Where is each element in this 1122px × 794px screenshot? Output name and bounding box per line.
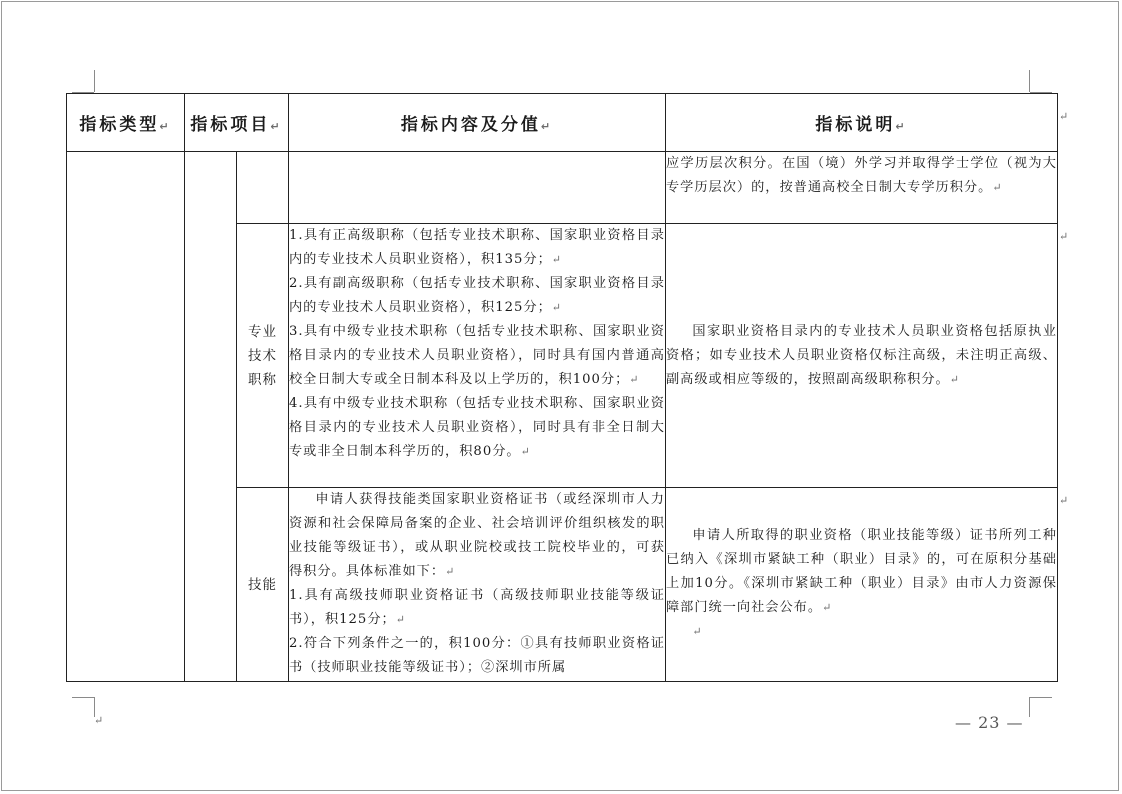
list-item: 1.具有正高级职称（包括专业技术职称、国家职业资格目录内的专业技术人员职业资格），积135分；↵ xyxy=(289,228,665,267)
crop-mark-bottom-right-h xyxy=(1030,697,1052,698)
content-cell xyxy=(289,488,666,682)
crop-mark-bottom-right xyxy=(1029,697,1030,717)
list-item: 1.具有高级技师职业资格证书（高级技师职业技能等级证书），积125分；↵ xyxy=(289,588,665,627)
header-indicator-type: 指标类型↵ xyxy=(67,94,185,152)
content-cell-empty xyxy=(289,152,666,224)
subcategory-professional-title: 专业技术职称 xyxy=(237,224,289,488)
header-indicator-content: 指标内容及分值↵ xyxy=(289,94,666,152)
header-indicator-item: 指标项目↵ xyxy=(185,94,289,152)
description-cell: 国家职业资格目录内的专业技术人员职业资格包括原执业资格；如专业技术人员职业资格仅标注高级，未注明正高级、副高级或相应等级的，按照副高级职称积分。↵ xyxy=(666,224,1058,488)
list-item: 3.具有中级专业技术职称（包括专业技术职称、国家职业资格目录内的专业技术人员职业资格），同时具有国内普通高校全日制大专或全日制本科及以上学历的，积100分；↵ xyxy=(289,324,665,387)
list-item: 2.符合下列条件之一的，积100分：①具有技师职业资格证书（技师职业技能等级证书）；②深圳市所属 xyxy=(289,636,665,675)
description-cell: 申请人所取得的职业资格（职业技能等级）证书所列工种已纳入《深圳市紧缺工种（职业）目录》的，可在原积分基础上加10分。《深圳市紧缺工种（职业）目录》由市人力资源保障部门统一向社会公布。↵ ↵ xyxy=(666,488,1058,682)
crop-mark-bottom-left-h xyxy=(72,697,94,698)
crop-mark-top-left xyxy=(94,70,95,92)
content-cell xyxy=(289,224,666,488)
row-end-mark: ↵ xyxy=(1059,110,1069,123)
row-end-mark: ↵ xyxy=(1059,494,1069,507)
crop-mark-top-right xyxy=(1029,70,1030,92)
indicator-table xyxy=(66,93,1058,682)
row-end-mark: ↵ xyxy=(1059,230,1069,243)
category-cell-empty xyxy=(67,152,185,682)
subcategory-cell-empty xyxy=(237,152,289,224)
item-group-cell-empty xyxy=(185,152,237,682)
list-item: 申请人获得技能类国家职业资格证书（或经深圳市人力资源和社会保障局备案的企业、社会培训评价组织核发的职业技能等级证书），或从职业院校或技工院校毕业的，可获得积分。具体标准如下：↵ xyxy=(289,492,665,579)
list-item: 4.具有中级专业技术职称（包括专业技术职称、国家职业资格目录内的专业技术人员职业资格），同时具有非全日制大专或非全日制本科学历的，积80分。↵ xyxy=(289,396,665,459)
paragraph-mark: ↵ xyxy=(94,714,104,727)
page-number: — 23 — xyxy=(955,713,1024,732)
table-row xyxy=(67,152,1058,224)
subcategory-skill: 技能 xyxy=(237,488,289,682)
header-indicator-description: 指标说明↵ xyxy=(666,94,1058,152)
description-cell: 应学历层次积分。在国（境）外学习并取得学士学位（视为大专学历层次）的，按普通高校全日制大专学历积分。↵ xyxy=(666,152,1058,224)
list-item: 2.具有副高级职称（包括专业技术职称、国家职业资格目录内的专业技术人员职业资格），积125分；↵ xyxy=(289,276,665,315)
table-header-row xyxy=(67,94,1058,152)
